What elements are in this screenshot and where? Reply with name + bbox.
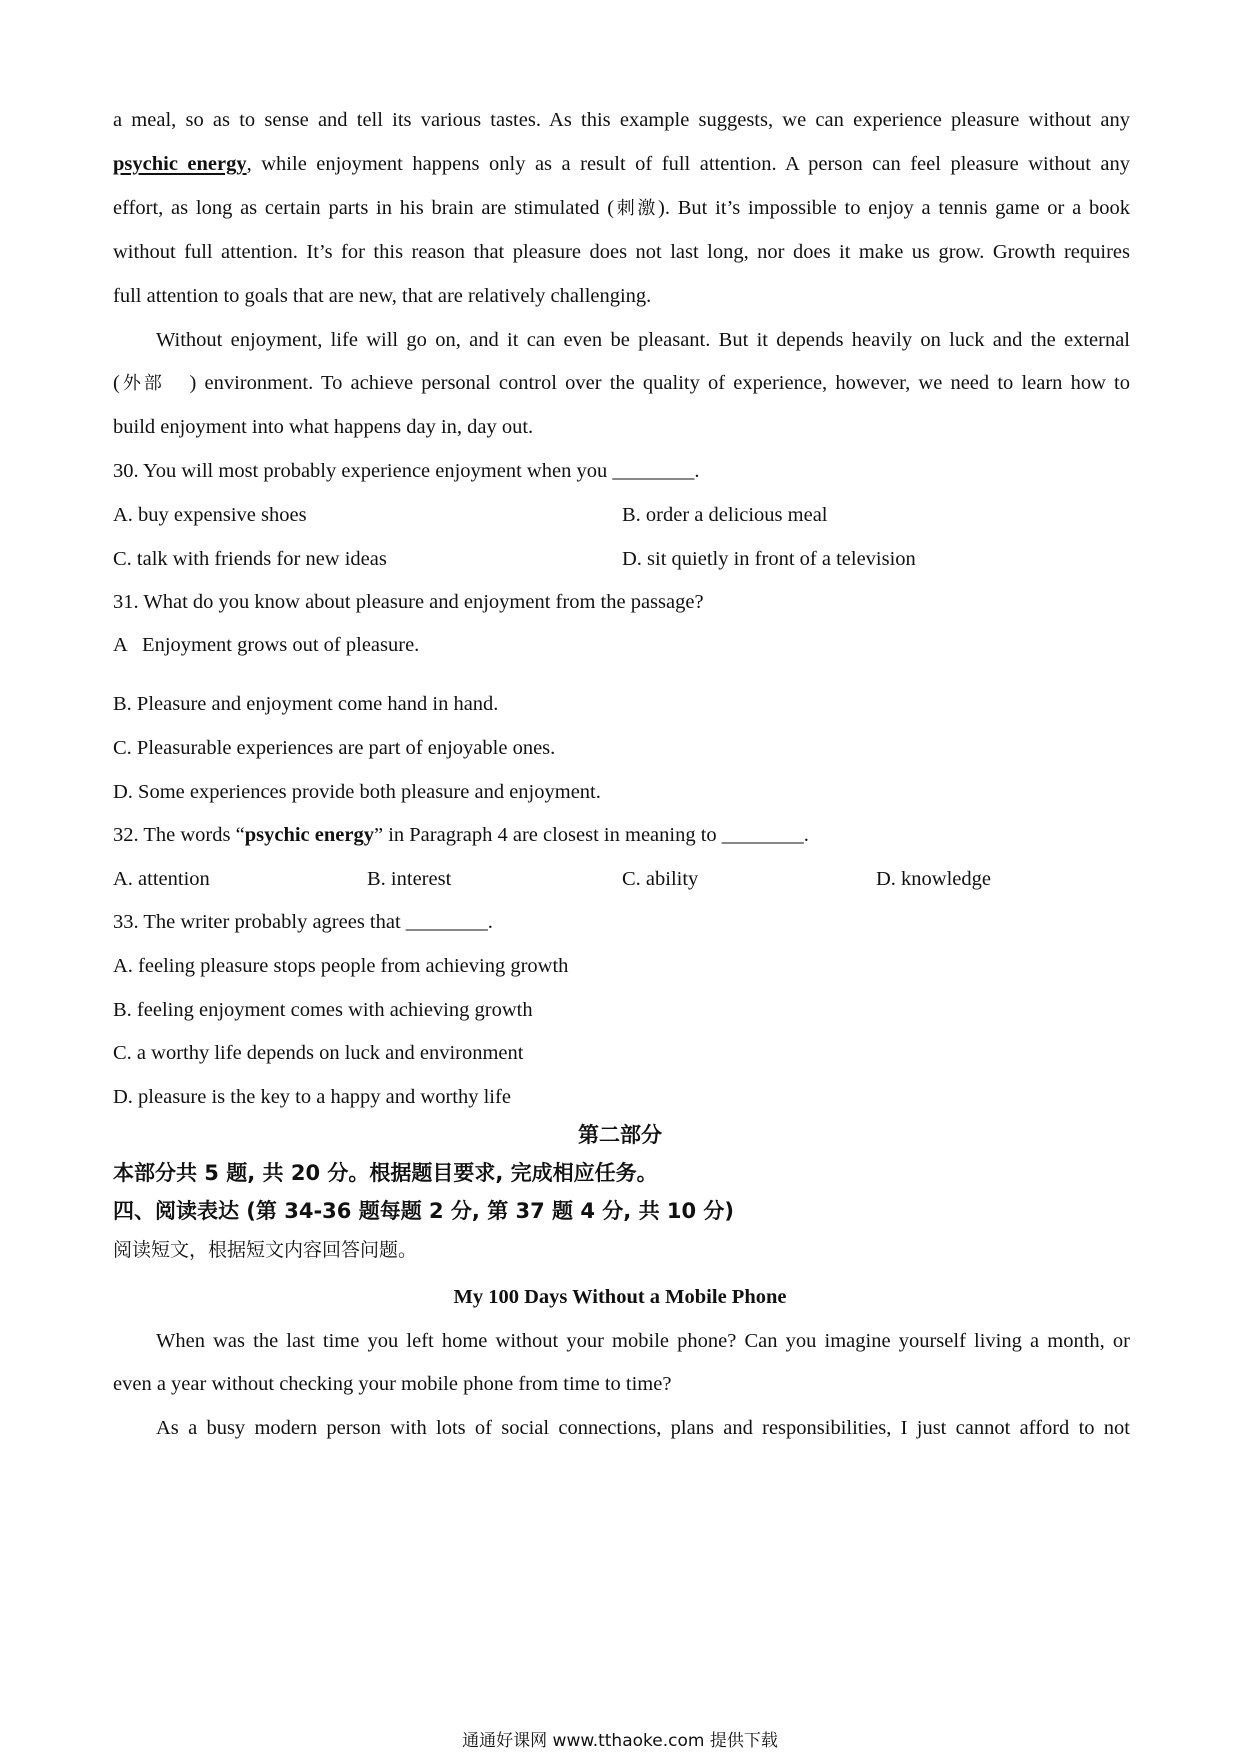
question-31-option-b: B. Pleasure and enjoyment come hand in hand. [113, 693, 499, 715]
question-31-option-c: C. Pleasurable experiences are part of enjoyable ones. [113, 737, 556, 759]
part-2-title: 第二部分 [578, 1123, 662, 1147]
passage-line-3-text-b: ). But it’s impossible to enjoy a tennis game or a book [658, 197, 1130, 219]
footer-watermark: 通通好课网 www.tthaoke.com 提供下载 [462, 1731, 778, 1751]
question-30-option-b: B. order a delicious meal [622, 504, 828, 526]
question-32-option-a: A. attention [113, 868, 210, 890]
article-p2-line-1: As a busy modern person with lots of social connections, plans and responsibilities, I just cannot afford to not [156, 1417, 1130, 1439]
question-30-stem: 30. You will most probably experience enjoyment when you ________. [113, 460, 700, 482]
passage-line-2 [113, 150, 1130, 178]
question-30-option-d: D. sit quietly in front of a television [622, 548, 916, 570]
passage-line-8: build enjoyment into what happens day in, day out. [113, 416, 534, 438]
question-33-option-b: B. feeling enjoyment comes with achieving growth [113, 999, 533, 1021]
passage-line-6: Without enjoyment, life will go on, and it can even be pleasant. But it depends heavily on luck and the external [156, 329, 1130, 351]
article-title: My 100 Days Without a Mobile Phone [453, 1286, 787, 1308]
question-32-option-d: D. knowledge [876, 868, 992, 890]
question-31-option-a: A Enjoyment grows out of pleasure. [113, 634, 420, 656]
passage-line-5: full attention to goals that are new, that are relatively challenging. [113, 285, 652, 307]
question-30-option-a: A. buy expensive shoes [113, 504, 307, 526]
question-33-stem: 33. The writer probably agrees that ________. [113, 911, 493, 933]
question-33-option-a: A. feeling pleasure stops people from achieving growth [113, 955, 569, 977]
section-4-heading: 四、阅读表达 (第 34-36 题每题 2 分, 第 37 题 4 分, 共 10 分) [113, 1199, 735, 1223]
question-33-option-d: D. pleasure is the key to a happy and worthy life [113, 1086, 511, 1108]
passage-line-3-text-a: effort, as long as certain parts in his brain are stimulated ( [113, 197, 615, 219]
question-32-option-b: B. interest [367, 868, 452, 890]
section-4-instruction: 阅读短文，根据短文内容回答问题。 [113, 1239, 418, 1261]
passage-line-3 [113, 194, 1130, 223]
question-31-option-d: D. Some experiences provide both pleasure and enjoyment. [113, 781, 601, 803]
question-32-stem [113, 821, 1130, 849]
passage-line-1: a meal, so as to sense and tell its various tastes. As this example suggests, we can experience pleasure without any [113, 109, 1130, 131]
question-31-stem: 31. What do you know about pleasure and enjoyment from the passage? [113, 591, 704, 613]
part-2-intro: 本部分共 5 题, 共 20 分。根据题目要求, 完成相应任务。 [113, 1161, 658, 1185]
psychic-energy-term: psychic energy [113, 153, 247, 175]
question-32-term: psychic energy [244, 824, 374, 846]
article-p1-line-2: even a year without checking your mobile phone from time to time? [113, 1373, 672, 1395]
passage-line-7-text-b: ) environment. To achieve personal control over the quality of experience, however, we need to learn how to [164, 372, 1131, 394]
article-p1-line-1: When was the last time you left home without your mobile phone? Can you imagine yourself living a month, or [156, 1330, 1130, 1352]
question-30-option-c: C. talk with friends for new ideas [113, 548, 387, 570]
passage-line-7 [113, 369, 1130, 398]
gloss-external: 外部 [119, 373, 165, 394]
question-32-stem-a: 32. The words “ [113, 824, 245, 846]
question-32-option-c: C. ability [622, 868, 699, 890]
passage-line-2-text: , while enjoyment happens only as a result of full attention. A person can feel pleasure without any [246, 153, 1130, 175]
passage-line-7-text-a: ( [113, 372, 120, 394]
passage-line-4: without full attention. It’s for this reason that pleasure does not last long, nor does it make us grow. Growth requires [113, 241, 1130, 263]
question-32-stem-b: ” in Paragraph 4 are closest in meaning to ________. [373, 824, 809, 846]
question-33-option-c: C. a worthy life depends on luck and environment [113, 1042, 524, 1064]
gloss-stimulated: 刺激 [614, 198, 659, 219]
